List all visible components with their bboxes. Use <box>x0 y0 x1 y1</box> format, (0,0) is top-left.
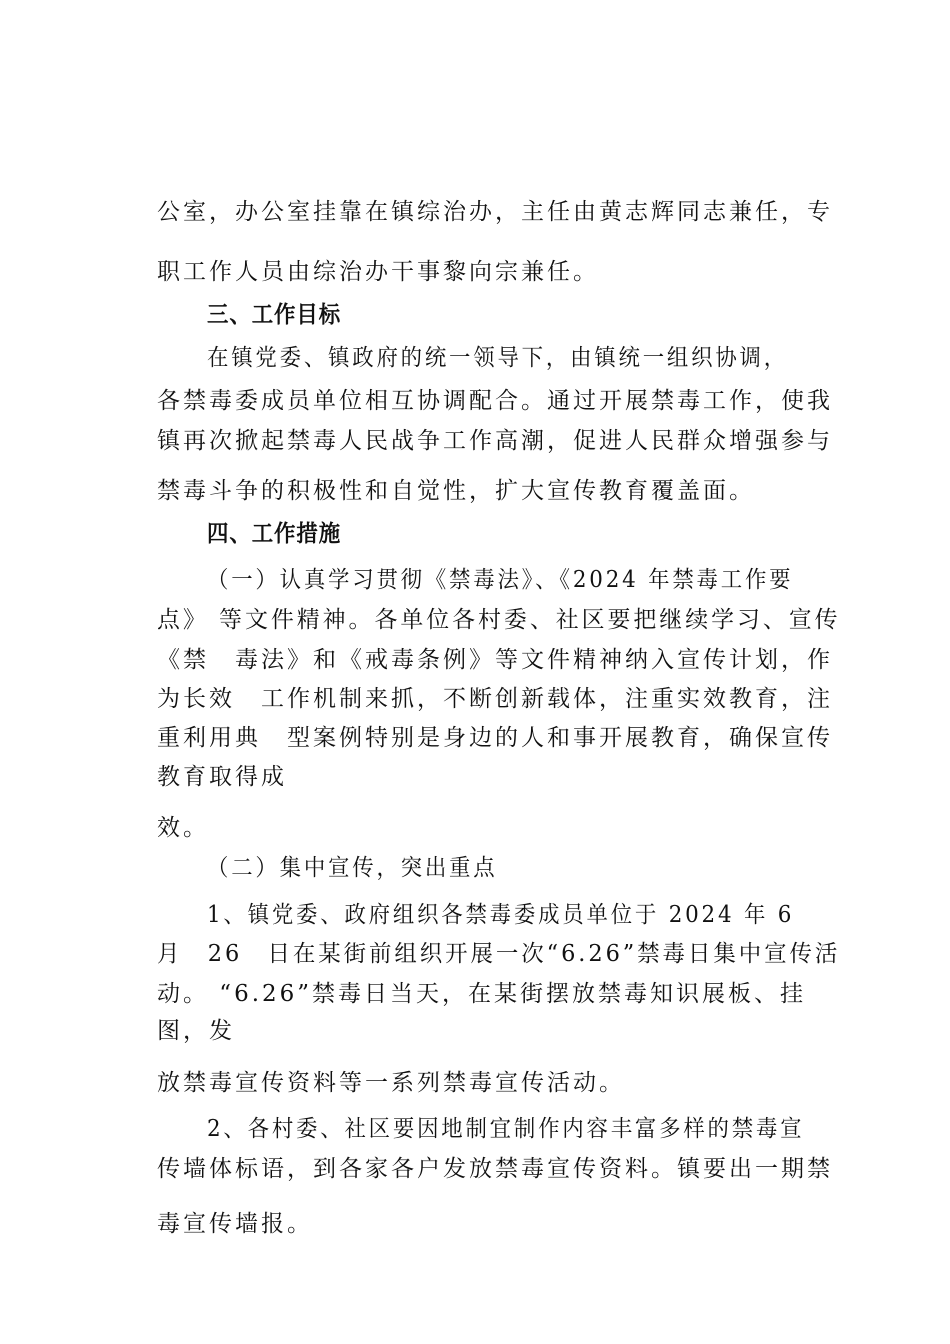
text-line: 《禁 毒法》和《戒毒条例》等文件精神纳入宣传计划，作 <box>157 647 833 673</box>
text-line: 公室，办公室挂靠在镇综治办，主任由黄志辉同志兼任，专 <box>157 199 833 225</box>
text-line: 2、各村委、社区要因地制宜制作内容丰富多样的禁毒宣 <box>207 1116 805 1142</box>
text-line: （二）集中宣传，突出重点 <box>207 855 498 881</box>
section-heading-measures: 四、工作措施 <box>207 521 342 547</box>
text-line: 图，发 <box>157 1018 235 1044</box>
text-line: （一）认真学习贯彻《禁毒法》、《2024 年禁毒工作要 <box>207 567 794 593</box>
text-line: 职工作人员由综治办干事黎向宗兼任。 <box>157 259 599 285</box>
text-line: 镇再次掀起禁毒人民战争工作高潮，促进人民群众增强参与 <box>157 428 833 454</box>
text-line: 重利用典 型案例特别是身边的人和事开展教育，确保宣传 <box>157 725 833 751</box>
text-line: 放禁毒宣传资料等一系列禁毒宣传活动。 <box>157 1070 625 1096</box>
text-line: 为长效 工作机制来抓，不断创新载体，注重实效教育，注 <box>157 686 833 712</box>
section-heading-goals: 三、工作目标 <box>207 302 342 328</box>
text-line: 各禁毒委成员单位相互协调配合。通过开展禁毒工作，使我 <box>157 388 833 414</box>
text-line: 教育取得成 <box>157 764 287 790</box>
text-line: 禁毒斗争的积极性和自觉性，扩大宣传教育覆盖面。 <box>157 478 755 504</box>
text-line: 传墙体标语，到各家各户发放禁毒宣传资料。镇要出一期禁 <box>157 1156 833 1182</box>
text-line: 点》 等文件精神。各单位各村委、社区要把继续学习、宣传 <box>157 607 841 633</box>
text-line: 毒宣传墙报。 <box>157 1211 313 1237</box>
text-line: 1、镇党委、政府组织各禁毒委成员单位于 2024 年 6 <box>207 902 795 928</box>
text-line: 动。 “6.26”禁毒日当天，在某街摆放禁毒知识展板、挂 <box>157 981 807 1007</box>
text-line: 效。 <box>157 815 209 841</box>
text-line: 在镇党委、镇政府的统一领导下，由镇统一组织协调， <box>207 345 788 371</box>
text-line: 月 26 日在某街前组织开展一次“6.26”禁毒日集中宣传活 <box>157 941 841 967</box>
